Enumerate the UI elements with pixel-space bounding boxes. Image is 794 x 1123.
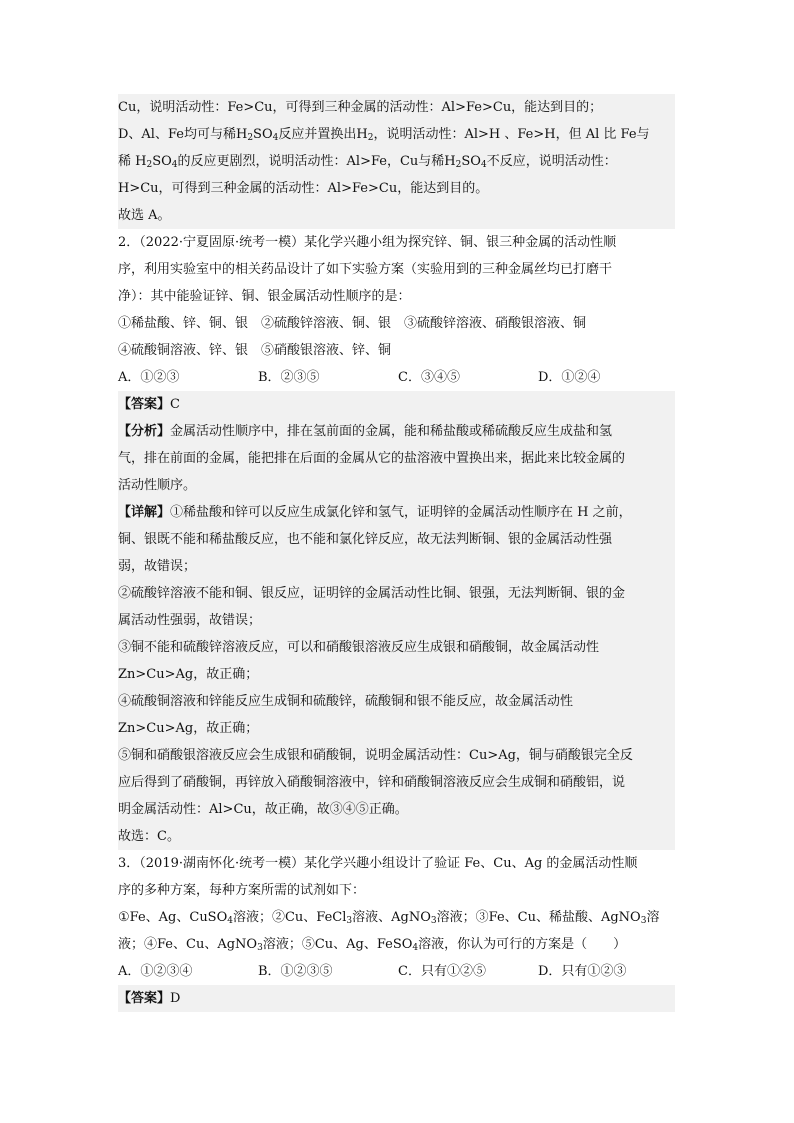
question-stem: 2．（2022·宁夏固原·统考一模）某化学兴趣小组为探究锌、铜、银三种金属的活动性顺 xyxy=(118,235,617,250)
option-a: A．①②③ xyxy=(118,370,180,385)
detail-line: 应后得到了硝酸铜，再锌放入硝酸铜溶液中，锌和硝酸铜溶液反应会生成铜和硝酸铝，说 xyxy=(118,769,675,796)
answer-value: D xyxy=(170,991,181,1006)
option-b: B．②③⑤ xyxy=(258,370,320,385)
text-line xyxy=(118,121,675,148)
detail-tag: 【详解】 xyxy=(118,505,171,520)
answer-tag: 【答案】 xyxy=(118,991,171,1006)
analysis-line: 活动性顺序。 xyxy=(118,472,675,499)
answer-value: C xyxy=(170,397,180,412)
text-span: SO xyxy=(253,127,273,142)
text-line xyxy=(118,148,675,175)
text-span: 不反应，说明活动性： xyxy=(486,154,617,169)
answer-line: 故选：C。 xyxy=(118,823,675,850)
text-line: Cu，说明活动性：Fe>Cu，可得到三种金属的活动性：Al>Fe>Cu，能达到目的； xyxy=(118,94,675,121)
detail-line: 明金属活动性：Al>Cu，故正确，故③④⑤正确。 xyxy=(118,796,675,823)
detail-line: ③铜不能和硫酸锌溶液反应，可以和硝酸银溶液反应生成银和硝酸铜，故金属活动性 xyxy=(118,634,675,661)
subscript: 4 xyxy=(227,916,233,926)
option-d: D．只有①②③ xyxy=(538,964,627,979)
text-span: ①Fe、Ag、CuSO xyxy=(118,910,228,925)
options-row xyxy=(118,364,675,391)
question-stem: 净）：其中能验证锌、铜、银金属活动性顺序的是： xyxy=(118,289,411,304)
detail-line: 铜、银既不能和稀盐酸反应，也不能和氯化锌反应，故无法判断铜、银的金属活动性强 xyxy=(118,526,675,553)
text-span: 液；④Fe、Cu、AgNO xyxy=(118,937,258,952)
subscript: 4 xyxy=(480,160,487,170)
subscript: 3 xyxy=(257,943,263,953)
text-span: 反应并置换出H xyxy=(278,127,368,142)
answer-line: 故选 A。 xyxy=(118,202,675,229)
text-span: ，说明活动性：Al>H 、Fe>H，但 Al 比 Fe与 xyxy=(373,127,650,142)
choice-list: ④硫酸铜溶液、锌、银 ⑤硝酸银溶液、锌、铜 xyxy=(118,343,392,358)
choice-list xyxy=(118,931,675,958)
option-a: A．①②③④ xyxy=(118,964,193,979)
subscript: 4 xyxy=(272,133,279,143)
subscript: 2 xyxy=(367,133,374,143)
option-c: C．③④⑤ xyxy=(398,370,460,385)
detail-line: ④硫酸铜溶液和锌能反应生成铜和硫酸锌，硫酸铜和银不能反应，故金属活动性 xyxy=(118,688,675,715)
detail-text: ①稀盐酸和锌可以反应生成氯化锌和氢气，证明锌的金属活动性顺序在 H 之前， xyxy=(170,505,632,520)
text-span: 溶 xyxy=(646,910,660,925)
answer-tag: 【答案】 xyxy=(118,397,171,412)
subscript: 4 xyxy=(412,943,419,953)
text-span: 溶液、AgNO xyxy=(352,910,431,925)
subscript: 2 xyxy=(455,160,462,170)
detail-line: 属活动性强弱，故错误； xyxy=(118,607,675,634)
text-span: 溶液；⑤Cu、Ag、FeSO xyxy=(262,937,413,952)
detail-line: Zn>Cu>Ag，故正确； xyxy=(118,715,675,742)
text-span: SO xyxy=(152,154,172,169)
detail-line xyxy=(118,499,675,526)
detail-line: ⑤铜和硝酸银溶液反应会生成银和硝酸铜，说明金属活动性：Cu>Ag，铜与硝酸银完全反 xyxy=(118,742,675,769)
analysis-line xyxy=(118,418,675,445)
subscript: 3 xyxy=(640,916,647,926)
question-stem: 序的多种方案，每种方案所需的试剂如下： xyxy=(118,883,366,898)
text-span: SO xyxy=(461,154,481,169)
answer-line xyxy=(118,985,675,1012)
option-b: B．①②③⑤ xyxy=(258,964,333,979)
text-span: 溶液，你认为可行的方案是（ ） xyxy=(418,937,627,952)
choice-list xyxy=(118,904,675,931)
question-stem: 序，利用实验室中的相关药品设计了如下实验方案（实验用到的三种金属丝均已打磨干 xyxy=(118,262,613,277)
document-body xyxy=(118,94,675,1012)
option-d: D．①②④ xyxy=(538,370,601,385)
detail-line: ②硫酸锌溶液不能和铜、银反应，证明锌的金属活动性比铜、银强，无法判断铜、银的金 xyxy=(118,580,675,607)
subscript: 4 xyxy=(171,160,178,170)
subscript: 2 xyxy=(247,133,254,143)
answer-line xyxy=(118,391,675,418)
choice-list: ①稀盐酸、锌、铜、银 ②硫酸锌溶液、铜、银 ③硫酸锌溶液、硝酸银溶液、铜 xyxy=(118,316,587,331)
options-row xyxy=(118,958,675,985)
text-span: 溶液；③Fe、Cu、稀盐酸、AgNO xyxy=(436,910,641,925)
text-line: H>Cu，可得到三种金属的活动性：Al>Fe>Cu，能达到目的。 xyxy=(118,175,675,202)
text-span: 的反应更剧烈，说明活动性：Al>Fe，Cu与稀H xyxy=(177,154,456,169)
analysis-tag: 【分析】 xyxy=(118,424,171,439)
text-span: 溶液；②Cu、FeCl xyxy=(232,910,347,925)
text-span: 稀 H xyxy=(118,154,147,169)
detail-line: 弱，故错误； xyxy=(118,553,675,580)
analysis-line: 气，排在前面的金属，能把排在后面的金属从它的盐溶液中置换出来，据此来比较金属的 xyxy=(118,445,675,472)
option-c: C．只有①②⑤ xyxy=(398,964,486,979)
subscript: 3 xyxy=(430,916,437,926)
text-span: D、Al、Fe均可与稀H xyxy=(118,127,248,142)
question-stem: 3．（2019·湖南怀化·统考一模）某化学兴趣小组设计了验证 Fe、Cu、Ag 的金属活动性顺 xyxy=(118,856,638,871)
analysis-text: 金属活动性顺序中，排在氢前面的金属，能和稀盐酸或稀硫酸反应生成盐和氢 xyxy=(170,424,613,439)
detail-line: Zn>Cu>Ag，故正确； xyxy=(118,661,675,688)
subscript: 3 xyxy=(346,916,353,926)
subscript: 2 xyxy=(146,160,153,170)
